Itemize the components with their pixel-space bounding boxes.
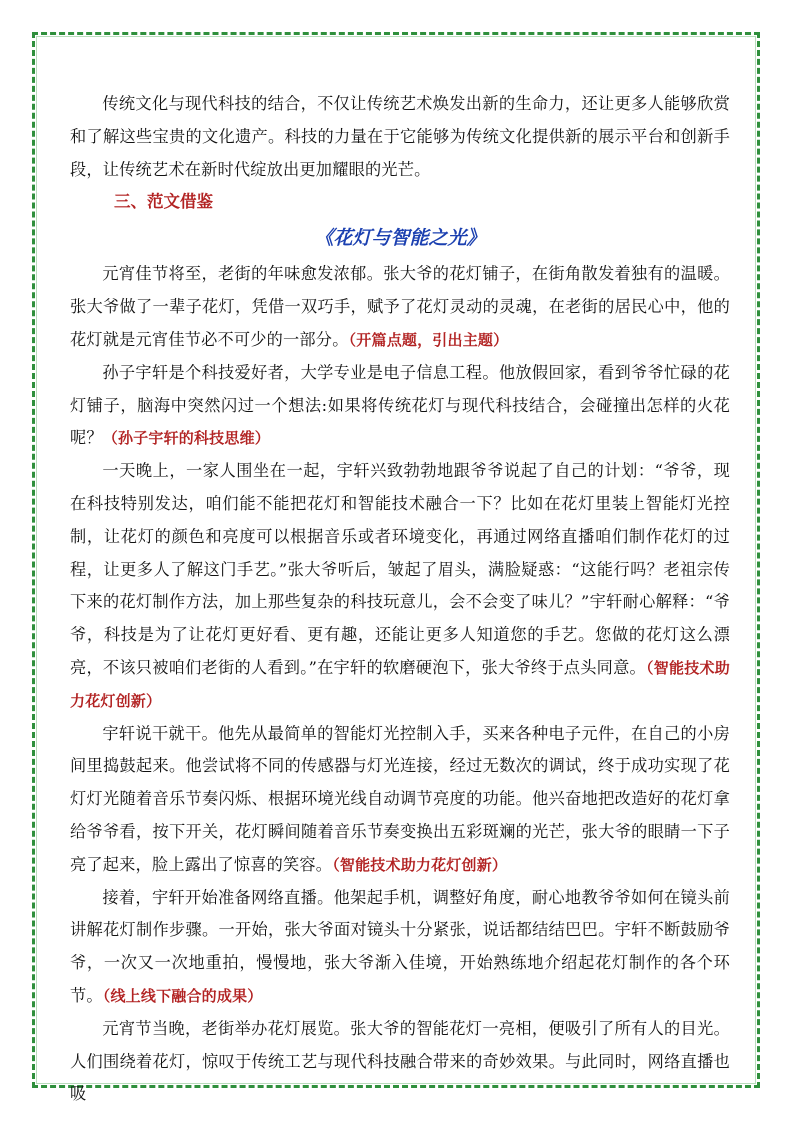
paragraph-text: 一天晚上，一家人围坐在一起，宇轩兴致勃勃地跟爷爷说起了自己的计划：“爷爷，现在科技特别发达，咱们能不能把花灯和智能技术融合一下？比如在花灯里装上智能灯光控制，让花灯的颜色和亮度可以根据音乐或者环境变化，再通过网络直播咱们制作花灯的过程，让更多人了解这门手艺。”张大爷听后，皱起了眉头，满脸疑惑：“这能行吗？老祖宗传下来的花灯制作方法，加上那些复杂的科技玩意儿，会不会变了味儿？”宇轩耐心解释：“爷爷，科技是为了让花灯更好看、更有趣，还能让更多人知道您的手艺。您做的花灯这么漂亮，不该只被咱们老街的人看到。”在宇轩的软磨硬泡下，张大爷终于点头同意。: [70, 461, 730, 677]
article-paragraph: [70, 1013, 730, 1111]
annotation-note: （智能技术助力花灯创新）: [70, 658, 731, 710]
paragraph-text: 元宵佳节将至，老街的年味愈发浓郁。张大爷的花灯铺子，在街角散发着独有的温暖。张大爷做了一辈子花灯，凭借一双巧手，赋予了花灯灵动的灵魂，在老街的居民心中，他的花灯就是元宵佳节必不可少的一部分。: [70, 264, 730, 349]
paragraph-text: 接着，宇轩开始准备网络直播。他架起手机，调整好角度，耐心地教爷爷如何在镜头前讲解花灯制作步骤。一开始，张大爷面对镜头十分紧张，说话都结结巴巴。宇轩不断鼓励爷爷，一次又一次地重拍，慢慢地，张大爷渐入佳境，开始熟练地介绍起花灯制作的各个环节。: [70, 887, 730, 1005]
paragraph-text: 孙子宇轩是个科技爱好者，大学专业是电子信息工程。他放假回家，看到爷爷忙碌的花灯铺子，脑海中突然闪过一个想法:如果将传统花灯与现代科技结合，会碰撞出怎样的火花呢？: [70, 362, 730, 448]
annotation-note: （开篇点题，引出主题）: [348, 330, 509, 349]
intro-paragraph: 传统文化与现代科技的结合，不仅让传统艺术焕发出新的生命力，还让更多人能够欣赏和了解这些宝贵的文化遗产。科技的力量在于它能够为传统文化提供新的展示平台和创新手段，让传统艺术在新时代绽放出更加耀眼的光芒。: [70, 94, 730, 179]
article-paragraph: [70, 718, 730, 882]
section-heading: 三、范文借鉴: [114, 192, 213, 212]
document-body: [70, 88, 730, 1111]
article-paragraph: [70, 357, 730, 455]
article-paragraph: [70, 882, 730, 1013]
paragraph-text: 宇轩说干就干。他先从最简单的智能灯光控制入手，买来各种电子元件，在自己的小房间里捣鼓起来。他尝试将不同的传感器与灯光连接，经过无数次的调试，终于成功实现了花灯灯光随着音乐节奏闪烁、根据环境光线自动调节亮度的功能。他兴奋地把改造好的花灯拿给爷爷看，按下开关，花灯瞬间随着音乐节奏变换出五彩斑斓的光芒，张大爷的眼睛一下子亮了起来，脸上露出了惊喜的笑容。: [70, 723, 730, 874]
annotation-note: （线上线下融合的成果）: [102, 986, 263, 1005]
annotation-note: （智能技术助力花灯创新）: [332, 855, 508, 874]
paragraph-text: 元宵节当晚，老街举办花灯展览。张大爷的智能花灯一亮相，便吸引了所有人的目光。人们围绕着花灯，惊叹于传统工艺与现代科技融合带来的奇妙效果。与此同时，网络直播也吸: [70, 1018, 730, 1104]
article-paragraph: [70, 258, 730, 356]
article-title: 《花灯与智能之光》: [314, 227, 486, 250]
article-paragraph: [70, 455, 730, 717]
annotation-note: （孙子宇轩的科技思维）: [102, 429, 270, 448]
